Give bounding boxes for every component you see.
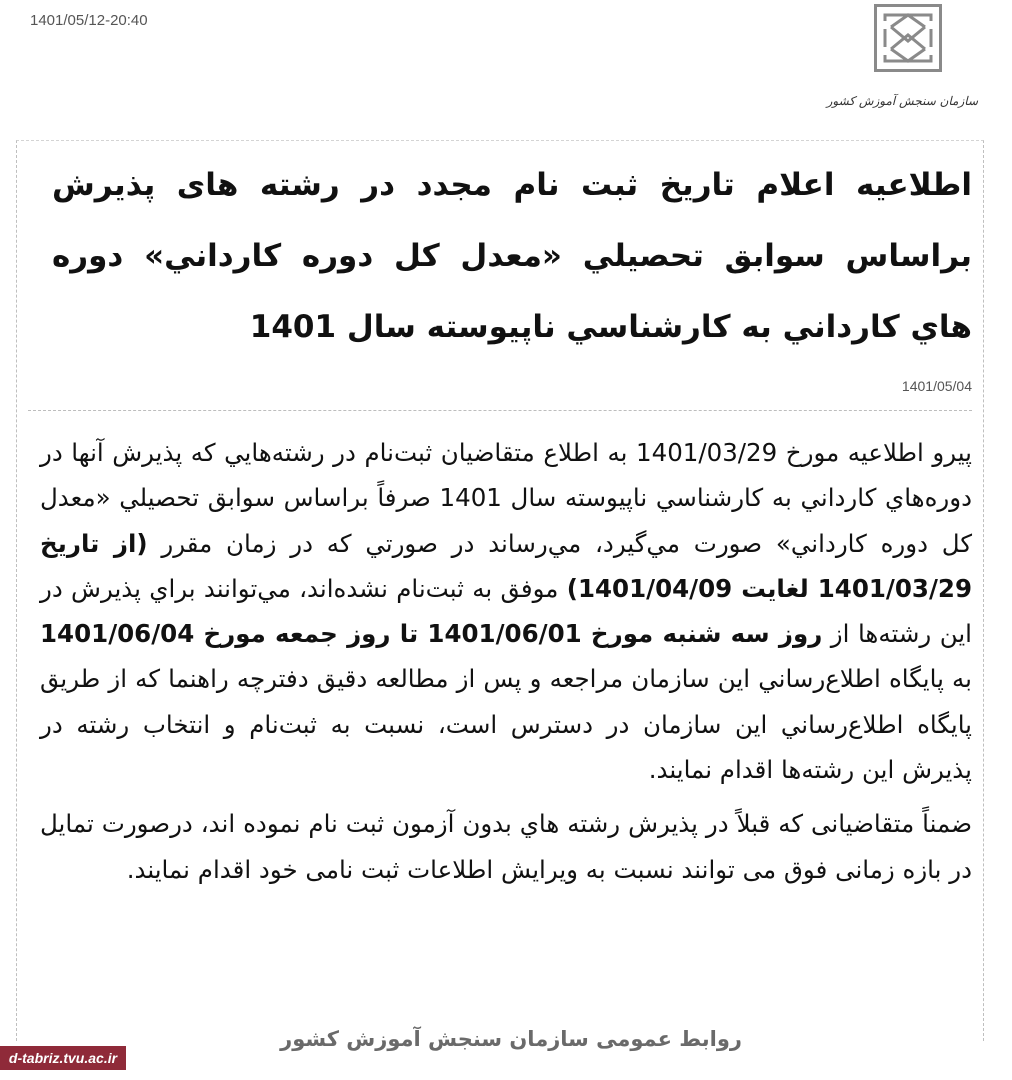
p1-bold-new-period: روز سه شنبه مورخ 1401/06/01 تا روز جمعه مورخ 1401/06/04: [40, 619, 823, 649]
article-date: 1401/05/04: [901, 378, 972, 394]
p1-text-a: پيرو اطلاعيه مورخ 1401/03/29 به اطلاع متقاضيان ثبت‌نام در رشته‌هايي که پذيرش آنها در دوره‌هاي کارداني به کارشناسي ناپيوسته سال 1401 صرفاً براساس سوابق تحصيلي «معدل کل دوره کارداني» صورت مي‌گيرد، مي‌رساند در صورتي که در زمان مقرر: [40, 438, 972, 558]
article-signature: روابط عمومی سازمان سنجش آموزش کشور: [280, 1027, 742, 1051]
paragraph-2: ضمناً متقاضیانی که قبلاً در پذیرش رشته هاي بدون آزمون ثبت نام نموده اند، درصورت تمایل در بازه زمانی فوق می توانند نسبت به ویرایش اطلاعات ثبت نامی خود اقدام نمایند.: [40, 809, 972, 884]
p1-bold-first-period: (از تاريخ 1401/03/29 لغايت 1401/04/09): [40, 528, 972, 603]
article-body: [40, 430, 972, 892]
p1-text-c: به پايگاه اطلاع‌رساني اين سازمان مراجعه و پس از مطالعه دقيق دفترچه راهنما که از طريق پايگاه اطلاع‌رساني اين سازمان در دسترس است، نسبت به ثبت‌نام و انتخاب رشته در پذيرش اين رشته‌ها اقدام نمايند.: [40, 664, 972, 785]
source-watermark: d-tabriz.tvu.ac.ir: [0, 1046, 126, 1070]
organization-logo: [826, 4, 978, 130]
timestamp: 1401/05/12-20:40: [30, 12, 148, 29]
paragraph-1: [40, 430, 972, 792]
logo-text: سازمان سنجش آموزش کشور: [826, 94, 978, 108]
title-divider: [28, 410, 972, 411]
logo-mark-icon: [874, 4, 942, 72]
article-title: اطلاعيه اعلام تاريخ ثبت نام مجدد در رشته های پذيرش براساس سوابق تحصيلي «معدل کل دوره کارداني» دوره هاي کارداني به کارشناسي ناپيوسته سال 1401: [52, 167, 972, 345]
p1-text-b: موفق به ثبت‌نام نشده‌اند، مي‌توانند براي پذيرش در اين رشته‌ها از: [40, 573, 972, 649]
